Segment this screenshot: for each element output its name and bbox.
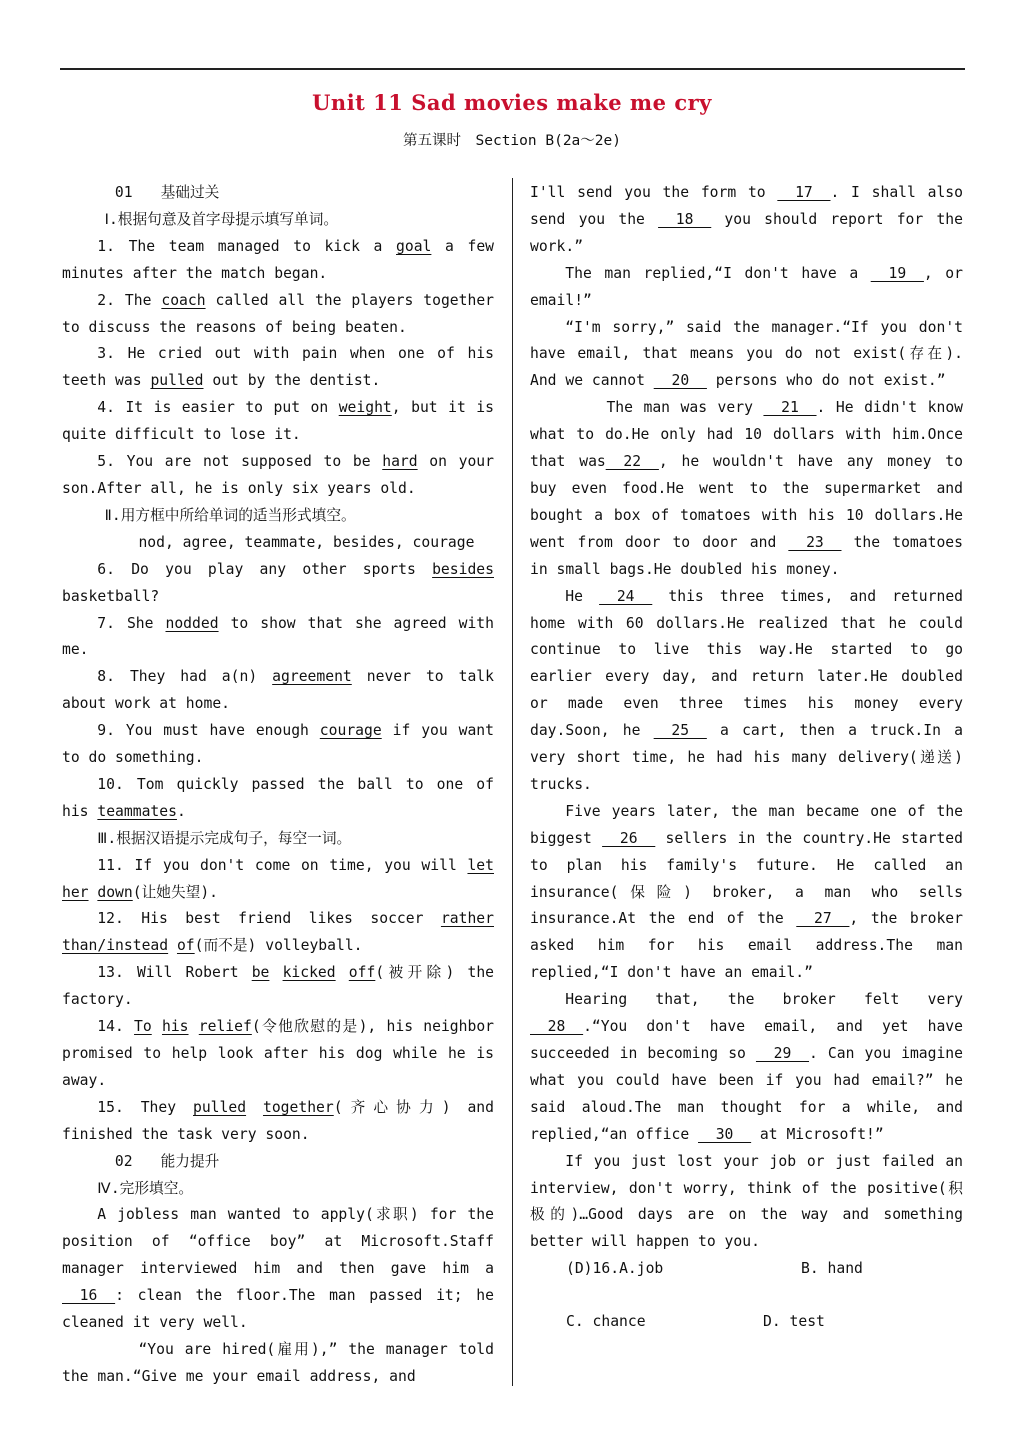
blank-26: __26__ xyxy=(602,829,656,847)
question-10: 10. Tom quickly passed the ball to one of his teammates. xyxy=(62,775,494,820)
answer: coach xyxy=(161,291,206,309)
passage-paragraph: He __24__ this three times, and returned home with 60 dollars.He realized that he could continue to live this way.He started to go earlier every day, and return later.He doubled or made even three times his money every day.Soon, he __25__ a cart, then a truck.In a very short time, he had his many delivery(递送) trucks. xyxy=(530,587,964,793)
blank-23: __23__ xyxy=(788,533,842,551)
top-rule xyxy=(60,68,965,70)
part-iii-heading: Ⅲ.根据汉语提示完成句子，每空一词。 xyxy=(97,829,352,847)
answer: down xyxy=(97,883,133,901)
blank-20: __20__ xyxy=(653,372,707,390)
answer: together xyxy=(262,1098,334,1116)
answer: of xyxy=(176,937,195,955)
answer: his xyxy=(161,1018,189,1036)
answer: agreement xyxy=(272,668,352,686)
passage-paragraph: “I'm sorry,” said the manager.“If you don't have email, that means you do not exist(存在). And we cannot __20__ persons who do not exist.” xyxy=(530,318,963,390)
answer: relief xyxy=(198,1018,252,1036)
right-column xyxy=(530,180,963,1336)
blank-17: __17__ xyxy=(777,184,831,201)
blank-21: __21__ xyxy=(763,399,817,417)
answer: her xyxy=(62,883,89,901)
section-02-heading: 02 能力提升 xyxy=(114,1152,220,1170)
question-13: 13. Will Robert be kicked off(被开除) the factory. xyxy=(62,964,495,1009)
answer: teammates xyxy=(97,802,177,820)
left-column xyxy=(62,180,494,1391)
option-c: C. chance xyxy=(566,1313,646,1331)
page-subtitle: 第五课时 Section B(2a～2e) xyxy=(403,133,621,149)
question-6: 6. Do you play any other sports besides basketball? xyxy=(62,560,494,605)
options-row xyxy=(530,1256,963,1283)
blank-29: __29__ xyxy=(755,1045,810,1062)
answer: courage xyxy=(319,722,382,740)
answer: pulled xyxy=(193,1098,247,1116)
blank-27: __27__ xyxy=(796,910,850,928)
part-i-heading: Ⅰ.根据句意及首字母提示填写单词。 xyxy=(104,210,339,228)
passage-paragraph: I'll send you the form to __17__. I shall also send you the __18__ you should report for the work.” xyxy=(530,184,963,255)
blank-18: __18__ xyxy=(658,210,712,228)
question-15: 15. They pulled together(齐心协力) and finished the task very soon. xyxy=(62,1098,494,1143)
answer: kicked xyxy=(282,964,336,982)
answer: be xyxy=(251,964,270,982)
question-4: 4. It is easier to put on weight, but it is quite difficult to lose it. xyxy=(62,399,494,444)
blank-25: __25__ xyxy=(653,722,707,740)
passage-paragraph: The man replied,“I don't have a __19__, or email!” xyxy=(530,264,963,309)
answer: weight xyxy=(338,399,392,417)
section-01-heading: 01 基础过关 xyxy=(114,184,220,201)
passage-paragraph: “You are hired(雇用),” the manager told the man.“Give me your email address, and xyxy=(62,1340,494,1385)
part-iv-heading: Ⅳ.完形填空。 xyxy=(97,1179,194,1197)
blank-24: __24__ xyxy=(599,587,653,605)
answer: hard xyxy=(382,453,418,471)
passage-paragraph: If you just lost your job or just failed an interview, don't worry, think of the positive(积极的)…Good days are on the way and something better will happen to you. xyxy=(530,1152,963,1251)
passage-paragraph: Five years later, the man became one of the biggest __26__ sellers in the country.He started to plan his family's future. He called an insurance(保险) broker, a man who sells insurance.At the end of the __27__, the broker asked him for his email address.The man replied,“I don't have an email.” xyxy=(530,802,963,982)
question-9: 9. You must have enough courage if you want to do something. xyxy=(62,722,494,767)
options-row xyxy=(530,1309,963,1336)
answer: pulled xyxy=(150,372,204,390)
question-5: 5. You are not supposed to be hard on your son.After all, he is only six years old. xyxy=(62,453,494,497)
part-ii-heading: Ⅱ.用方框中所给单词的适当形式填空。 xyxy=(104,506,356,524)
blank-22: __22__ xyxy=(605,453,659,471)
answer: nodded xyxy=(165,614,219,632)
question-3: 3. He cried out with pain when one of his teeth was pulled out by the dentist. xyxy=(62,345,494,390)
option-b: B. hand xyxy=(801,1260,863,1278)
answer: than/instead xyxy=(62,937,169,955)
answer: To xyxy=(134,1018,152,1036)
question-7: 7. She nodded to show that she agreed with me. xyxy=(62,614,494,659)
answer: rather xyxy=(440,910,494,928)
question-1: 1. The team managed to kick a goal a few minutes after the match began. xyxy=(62,237,495,282)
answer: goal xyxy=(396,237,432,255)
option-a: (D)16.A.job xyxy=(566,1260,664,1278)
page-title: Unit 11 Sad movies make me cry xyxy=(312,90,712,115)
option-d: D. test xyxy=(763,1313,825,1331)
question-14: 14. To his relief(令他欣慰的是), his neighbor promised to help look after his dog while he is away. xyxy=(62,1018,495,1089)
passage-paragraph: A jobless man wanted to apply(求职) for the position of “office boy” at Microsoft.Staff manager interviewed him and then gave him a __16__: clean the floor.The man passed it; he cleaned it very well. xyxy=(62,1206,494,1332)
passage-paragraph: Hearing that, the broker felt very __28__.“You don't have email, and yet have succeeded in becoming so __29__. Can you imagine what you could have been if you had email?” he said aloud.The man thought for a while, and replied,“an office __30__ at Microsoft!” xyxy=(530,991,963,1143)
blank-28: __28__ xyxy=(530,1018,584,1036)
question-2: 2. The coach called all the players together to discuss the reasons of being beaten. xyxy=(62,291,494,336)
question-11: 11. If you don't come on time, you will let her down(让她失望). xyxy=(62,856,494,901)
question-8: 8. They had a(n) agreement never to talk about work at home. xyxy=(62,668,494,713)
blank-16: __16__ xyxy=(62,1287,116,1305)
passage-paragraph: The man was very __21__. He didn't know what to do.He only had 10 dollars with him.Once that was__22__, he wouldn't have any money to buy even food.He went to the supermarket and bought a box of tomatoes with his 10 dollars.He went from door to door and __23__ the tomatoes in small bags.He doubled his money. xyxy=(530,399,964,578)
answer: besides xyxy=(432,560,494,578)
word-box: nod, agree, teammate, besides, courage xyxy=(138,533,475,551)
answer: let xyxy=(467,856,494,874)
column-divider xyxy=(512,178,513,1386)
blank-19: __19__ xyxy=(870,264,924,282)
answer: off xyxy=(348,964,376,982)
blank-30: __30__ xyxy=(698,1125,752,1143)
question-12: 12. His best friend likes soccer rather than/instead of(而不是) volleyball. xyxy=(62,910,494,955)
